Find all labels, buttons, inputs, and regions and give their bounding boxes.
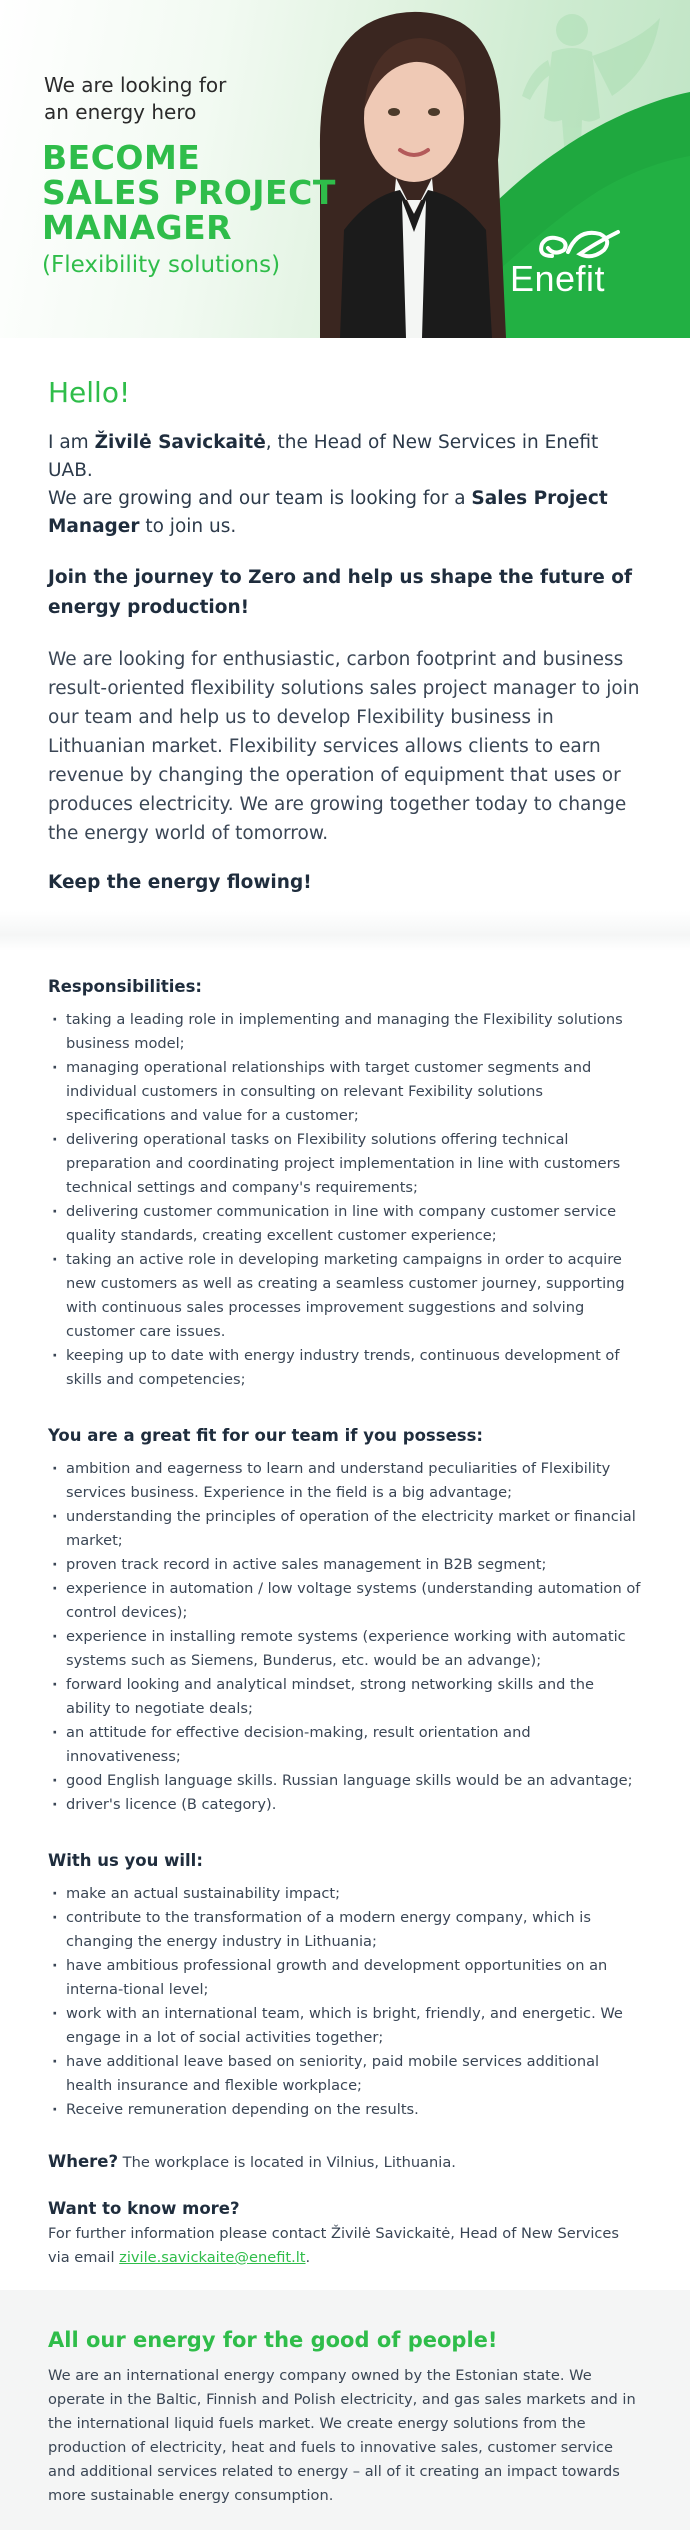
- list-item: · keeping up to date with energy industry trends, continuous development of skills and competencies;: [48, 1344, 642, 1392]
- intro-text: We are growing and our team is looking for a: [48, 488, 472, 509]
- list-item: · experience in automation / low voltage systems (understanding automation of control devices);: [48, 1577, 642, 1625]
- keep-energy-slogan: Keep the energy flowing!: [48, 872, 312, 893]
- section-divider: [0, 911, 690, 951]
- contact-email-link[interactable]: zivile.savickaite@enefit.lt: [119, 2249, 306, 2266]
- intro-paragraph: [48, 429, 642, 541]
- list-item: · make an actual sustainability impact;: [48, 1882, 642, 1906]
- workplace-location: [48, 2152, 642, 2171]
- requirements-title: You are a great fit for our team if you possess:: [48, 1426, 484, 1445]
- hero-person-photo: [310, 0, 510, 338]
- list-item: · taking an active role in developing marketing campaigns in order to acquire new customers as well as creating a seamless customer journey, supporting with continuous sales processes improvement suggestions and solving customer care issues.: [48, 1248, 642, 1344]
- details-section: [0, 951, 690, 2334]
- more-info-title: Want to know more?: [48, 2199, 240, 2218]
- contact-text: For further information please contact Živilė Savickaitė, Head of New Services via email: [48, 2225, 620, 2266]
- intro-text: , the Head of New Services in Enefit UAB.: [48, 432, 599, 481]
- requirements-list: [48, 1457, 642, 1817]
- company-footer: [0, 2290, 690, 2530]
- intro-description: We are looking for enthusiastic, carbon footprint and business result-oriented flexibility solutions sales project manager to join our team and help us to develop Flexibility business in Lithuanian market. Flexibility services allows clients to earn revenue by changing the operation of equipment that uses or produces electricity. We are growing together today to change the energy world of tomorrow.: [48, 649, 640, 844]
- enefit-logo-text: Enefit: [510, 258, 606, 299]
- responsibilities-title: Responsibilities:: [48, 977, 203, 996]
- intro-section: [0, 338, 690, 893]
- contact-text-end: .: [305, 2249, 311, 2266]
- intro-text: I am: [48, 432, 95, 453]
- call-to-journey: Join the journey to Zero and help us shape the future of energy production!: [48, 567, 633, 618]
- list-item: · work with an international team, which is bright, friendly, and energetic. We engage in a lot of social activities together;: [48, 2002, 642, 2050]
- contact-name: Živilė Savickaitė: [94, 432, 266, 453]
- list-item: · have additional leave based on seniority, paid mobile services additional health insurance and flexible workplace;: [48, 2050, 642, 2098]
- more-info-text: [48, 2222, 642, 2270]
- list-item: · have ambitious professional growth and development opportunities on an interna-tional level;: [48, 1954, 642, 2002]
- where-label: Where?: [48, 2152, 119, 2171]
- list-item: · forward looking and analytical mindset, strong networking skills and the ability to negotiate deals;: [48, 1673, 642, 1721]
- hero-subtitle: (Flexibility solutions): [42, 252, 281, 278]
- list-item: · an attitude for effective decision-making, result orientation and innovativeness;: [48, 1721, 642, 1769]
- benefits-list: [48, 1882, 642, 2122]
- list-item: · delivering operational tasks on Flexibility solutions offering technical preparation and coordinating project implementation in line with customers technical settings and company's requirements;: [48, 1128, 642, 1200]
- hero-title: BECOME SALES PROJECT MANAGER: [42, 138, 336, 247]
- list-item: · contribute to the transformation of a modern energy company, which is changing the energy industry in Lithuania;: [48, 1906, 642, 1954]
- list-item: · taking a leading role in implementing and managing the Flexibility solutions business model;: [48, 1008, 642, 1056]
- list-item: · managing operational relationships with target customer segments and individual customers in consulting on relevant Fexibility solutions specifications and value for a customer;: [48, 1056, 642, 1128]
- list-item: · ambition and eagerness to learn and understand peculiarities of Flexibility services business. Experience in the field is a big advantage;: [48, 1457, 642, 1505]
- where-text: The workplace is located in Vilnius, Lithuania.: [118, 2154, 456, 2171]
- hero-intro: We are looking for an energy hero: [44, 73, 227, 124]
- list-item: · experience in installing remote systems (experience working with automatic systems such as Siemens, Bunderus, etc. would be an advange);: [48, 1625, 642, 1673]
- intro-text: to join us.: [139, 516, 237, 537]
- role-name: Sales Project Manager: [48, 488, 608, 537]
- responsibilities-list: [48, 1008, 642, 1392]
- list-item: · delivering customer communication in line with company customer service quality standards, creating excellent customer experience;: [48, 1200, 642, 1248]
- hero-banner: [0, 0, 690, 338]
- list-item: · driver's licence (B category).: [48, 1793, 642, 1817]
- list-item: · understanding the principles of operation of the electricity market or financial market;: [48, 1505, 642, 1553]
- benefits-title: With us you will:: [48, 1851, 203, 1870]
- list-item: · Receive remuneration depending on the results.: [48, 2098, 642, 2122]
- list-item: · good English language skills. Russian language skills would be an advantage;: [48, 1769, 642, 1793]
- list-item: · proven track record in active sales management in B2B segment;: [48, 1553, 642, 1577]
- greeting-heading: Hello!: [48, 376, 131, 409]
- footer-text: We are an international energy company owned by the Estonian state. We operate in the Baltic, Finnish and Polish electricity, and gas sales markets and in the international liquid fuels market. We create energy solutions from the production of electricity, heat and fuels to innovative sales, customer service and additional services related to energy – all of it creating an impact towards more sustainable energy consumption.: [48, 2367, 636, 2504]
- footer-title: All our energy for the good of people!: [48, 2328, 498, 2352]
